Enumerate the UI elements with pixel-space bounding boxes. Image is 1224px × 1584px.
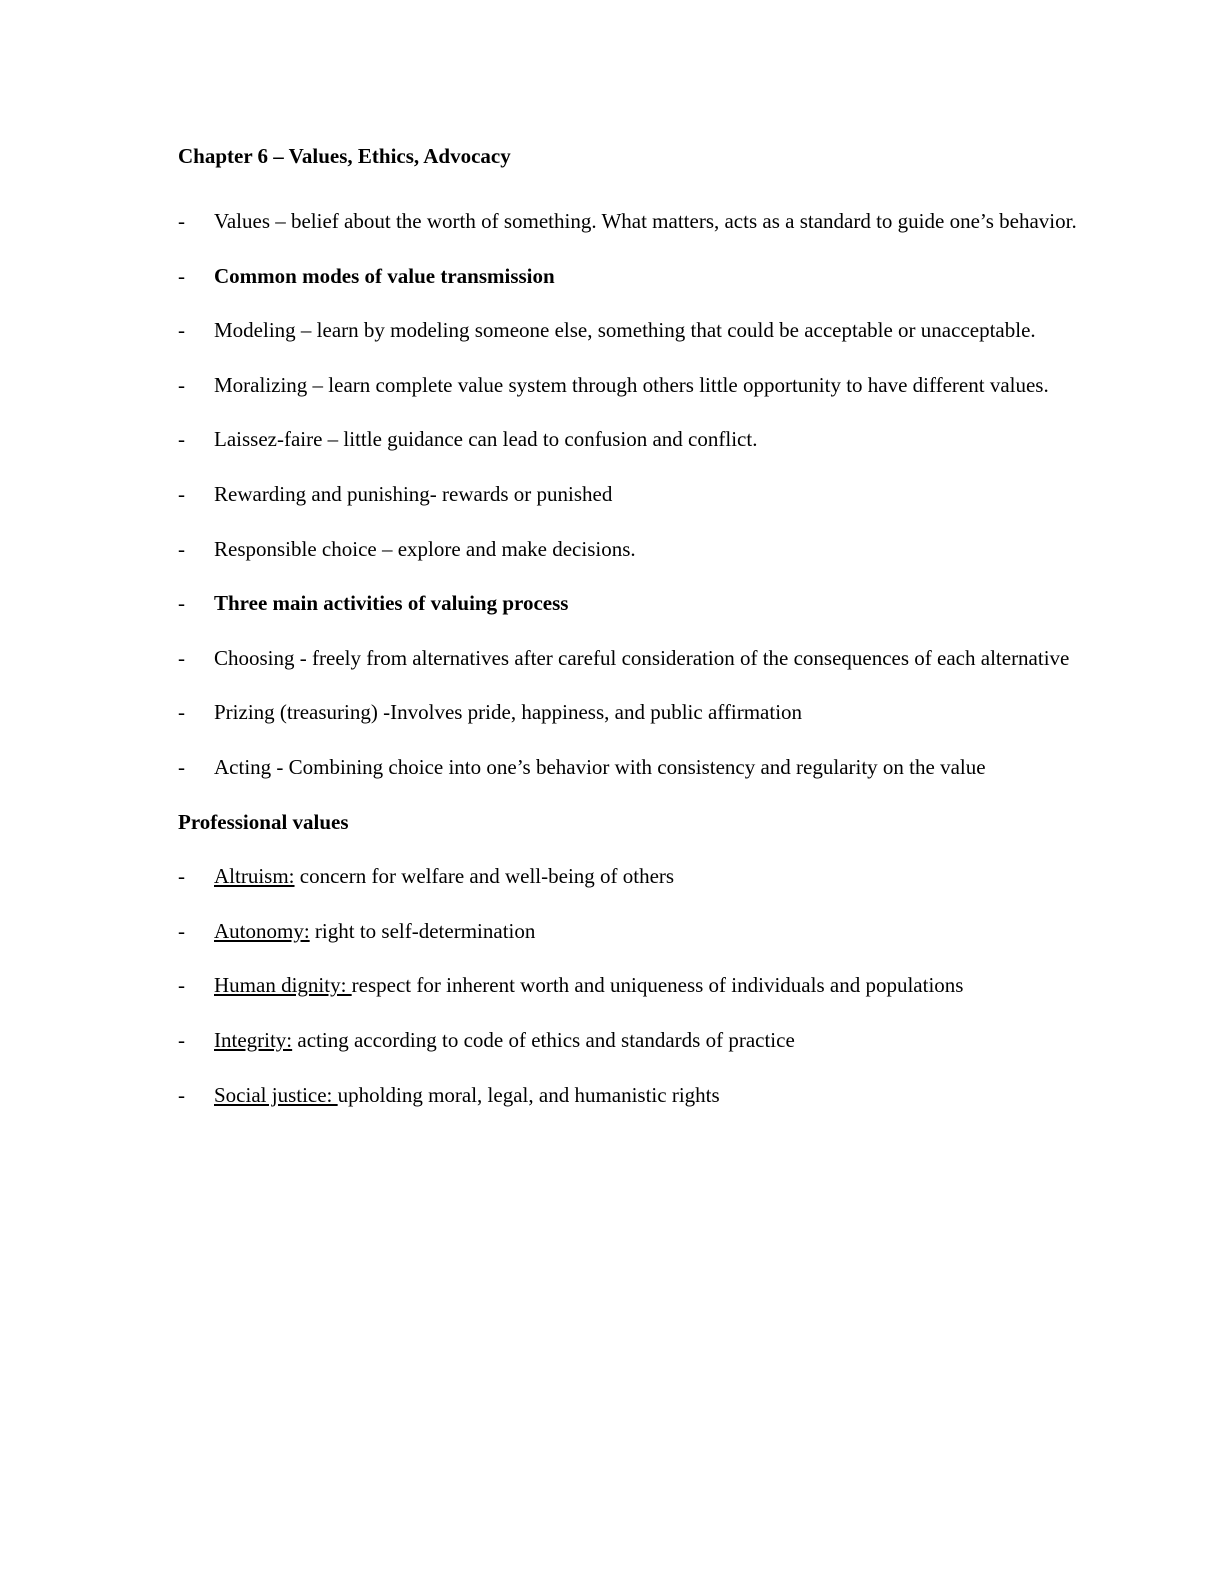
list-item xyxy=(178,194,1078,249)
list-item-subheading xyxy=(178,249,1078,304)
professional-value-item xyxy=(178,1013,1078,1068)
item-text: Values – belief about the worth of something. What matters, acts as a standard to guide one’s behavior. xyxy=(214,209,1077,233)
bullet-dash: - xyxy=(178,1027,185,1052)
bullet-dash: - xyxy=(178,864,185,889)
bullet-dash: - xyxy=(178,700,185,725)
bullet-dash: - xyxy=(178,209,185,233)
list-item xyxy=(178,358,1078,413)
bullet-dash: - xyxy=(178,536,185,561)
list-item xyxy=(178,303,1078,358)
list-item xyxy=(178,631,1078,686)
value-description: right to self-determination xyxy=(309,918,536,943)
professional-value-item xyxy=(178,958,1078,1013)
document-content xyxy=(178,140,1078,1122)
item-text: Responsible choice – explore and make decisions. xyxy=(214,536,636,561)
item-text: Prizing (treasuring) -Involves pride, happiness, and public affirmation xyxy=(214,700,803,725)
bullet-dash: - xyxy=(178,754,185,779)
list-item xyxy=(178,412,1078,467)
bullet-dash: - xyxy=(178,427,185,452)
bullet-dash: - xyxy=(178,318,185,343)
value-description: concern for welfare and well-being of others xyxy=(294,864,675,889)
professional-value-text xyxy=(214,849,1078,904)
item-text: Moralizing – learn complete value system through others little opportunity to have different values. xyxy=(214,372,1049,397)
bullet-dash: - xyxy=(178,372,185,397)
item-text: Choosing - freely from alternatives after careful consideration of the consequences of each alternative xyxy=(214,645,1070,670)
bullet-dash: - xyxy=(178,591,185,616)
item-text: Acting - Combining choice into one’s behavior with consistency and regularity on the value xyxy=(214,754,986,779)
list-item xyxy=(178,685,1078,740)
value-description: respect for inherent worth and uniqueness of individuals and populations xyxy=(351,973,964,998)
value-term: Integrity: xyxy=(214,1027,293,1052)
professional-value-text xyxy=(214,958,1078,1013)
bullet-dash: - xyxy=(178,263,185,288)
list-item xyxy=(178,740,1078,795)
list-item xyxy=(178,467,1078,522)
chapter-title: Chapter 6 – Values, Ethics, Advocacy xyxy=(178,144,511,168)
bullet-dash: - xyxy=(178,973,185,998)
professional-value-item xyxy=(178,904,1078,959)
item-text: Laissez-faire – little guidance can lead to confusion and conflict. xyxy=(214,427,758,452)
value-term: Social justice: xyxy=(214,1082,338,1107)
value-term: Altruism: xyxy=(214,864,295,889)
bullet-dash: - xyxy=(178,645,185,670)
professional-value-item xyxy=(178,1068,1078,1123)
section-heading-professional-values: Professional values xyxy=(178,809,349,834)
bullet-dash: - xyxy=(178,918,185,943)
value-term: Human dignity: xyxy=(214,973,352,998)
list-item-subheading xyxy=(178,576,1078,631)
value-term: Autonomy: xyxy=(214,918,310,943)
professional-value-text xyxy=(214,904,1078,959)
bullet-dash: - xyxy=(178,1082,185,1107)
subheading-text: Three main activities of valuing process xyxy=(214,591,569,616)
value-description: acting according to code of ethics and standards of practice xyxy=(292,1027,795,1052)
professional-value-text xyxy=(214,1013,1078,1068)
professional-value-text xyxy=(214,1068,1078,1123)
subheading-text: Common modes of value transmission xyxy=(214,263,555,288)
list-item xyxy=(178,522,1078,577)
value-description: upholding moral, legal, and humanistic rights xyxy=(337,1082,720,1107)
item-text: Rewarding and punishing- rewards or punished xyxy=(214,481,613,506)
bullet-dash: - xyxy=(178,481,185,506)
item-text: Modeling – learn by modeling someone else, something that could be acceptable or unacceptable. xyxy=(214,318,1036,343)
professional-value-item xyxy=(178,849,1078,904)
